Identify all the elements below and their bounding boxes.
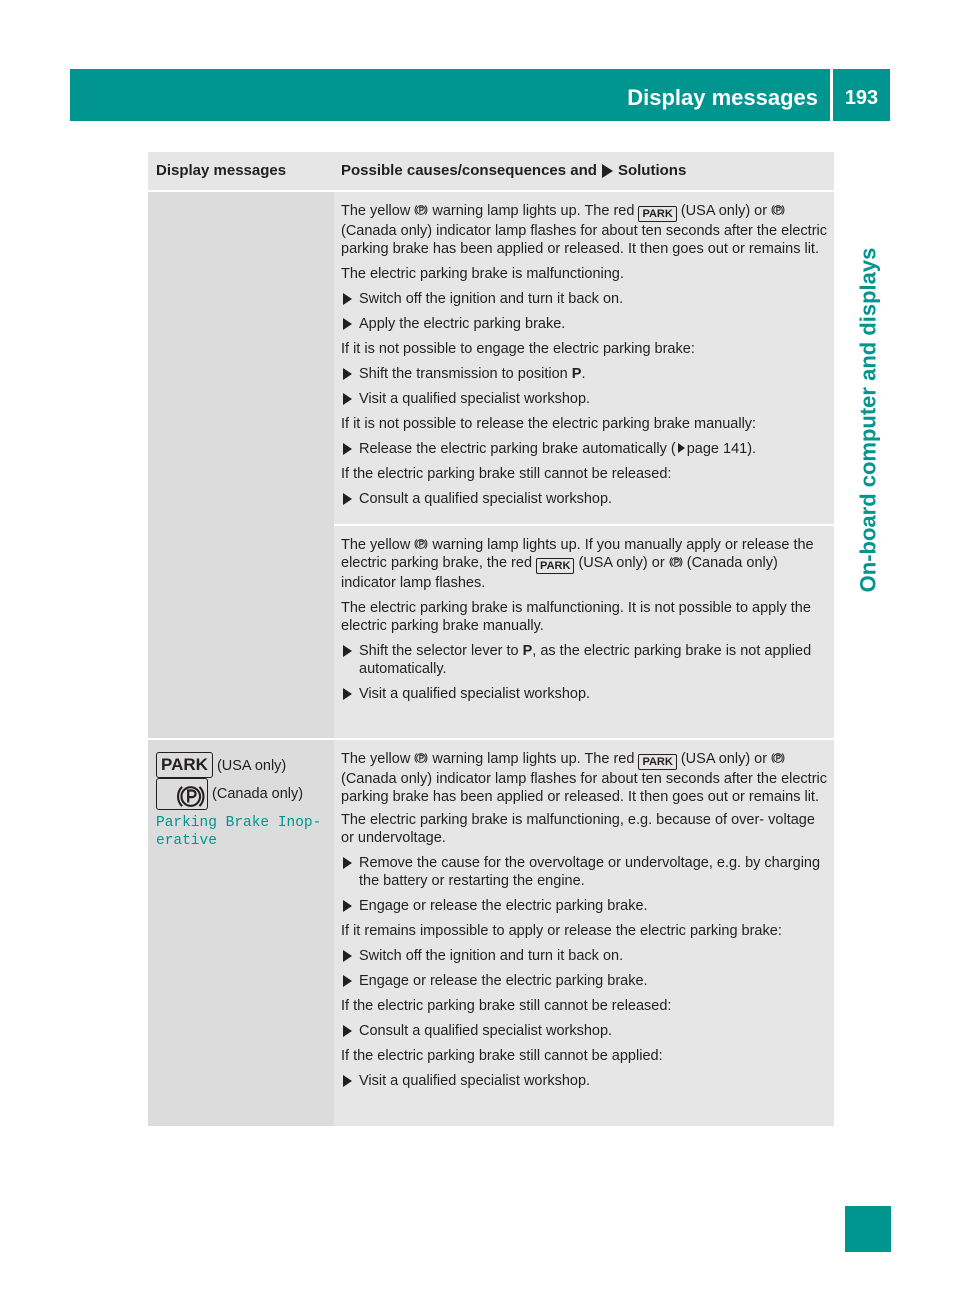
park-indicator-icon: PARK (638, 754, 676, 770)
solutions-cell (334, 192, 834, 738)
step-arrow-icon (343, 443, 352, 455)
paragraph: The yellow warning lamp lights up. The red PARK (USA only) or (Canada only) indicator lamp flashes for about ten seconds after the electric parking brake has been applied or released. It then goes out or remains lit. (341, 203, 828, 257)
solution-block (334, 192, 834, 524)
paragraph: If the electric parking brake still cannot be applied: (341, 1048, 663, 1064)
parking-brake-indicator-icon (771, 203, 785, 217)
display-message-text: Parking Brake Inop‐ erative (156, 815, 322, 849)
solution-block (334, 740, 834, 1126)
list-item: Remove the cause for the overvoltage or undervoltage, e.g. by charging the battery or restarting the engine. (341, 854, 828, 890)
list-item: Switch off the ignition and turn it back on. (341, 947, 828, 965)
list-item: Release the electric parking brake automatically ( page 141). (341, 440, 828, 458)
table-row (148, 192, 834, 738)
paragraph: If it is not possible to engage the electric parking brake: (341, 341, 695, 357)
list-item: Visit a qualified specialist workshop. (341, 685, 828, 703)
paragraph: If the electric parking brake still cannot be released: (341, 998, 672, 1014)
list-item: Engage or release the electric parking brake. (341, 897, 828, 915)
parking-brake-indicator-icon (156, 778, 208, 810)
step-arrow-icon (343, 645, 352, 657)
parking-brake-warning-icon (414, 203, 428, 217)
message-indicators (156, 752, 326, 810)
column-header-solutions (334, 152, 834, 190)
step-arrow-icon (602, 164, 613, 178)
list-item: Visit a qualified specialist workshop. (341, 390, 828, 408)
solutions-cell (334, 740, 834, 1126)
step-arrow-icon (343, 368, 352, 380)
side-section-label: On-board computer and displays (855, 247, 880, 593)
page-reference-link[interactable]: page 141). (686, 441, 757, 457)
parking-brake-warning-icon (414, 751, 428, 765)
park-indicator-icon: PARK (536, 558, 574, 574)
paragraph: The electric parking brake is malfunctioning, e.g. because of over- voltage or undervoltage. (341, 812, 815, 846)
page-number: 193 (844, 87, 879, 109)
list-item: Consult a qualified specialist workshop. (341, 1022, 828, 1040)
side-section-tab (845, 190, 891, 650)
step-arrow-icon (343, 1075, 352, 1087)
page-reference-icon (678, 443, 685, 453)
paragraph: If it is not possible to release the electric parking brake manually: (341, 416, 757, 432)
parking-brake-indicator-icon (771, 751, 785, 765)
list-item: Shift the transmission to position P. (341, 365, 828, 383)
paragraph: The electric parking brake is malfunctioning. It is not possible to apply the electric parking brake manually. (341, 600, 811, 634)
park-indicator-icon: PARK (156, 752, 213, 778)
solution-block (334, 524, 834, 738)
message-cell (148, 740, 334, 1126)
empty-message-cell (148, 192, 334, 738)
column-header-solutions-label: Solutions (617, 162, 687, 179)
paragraph: The yellow warning lamp lights up. If you manually apply or release the electric parking brake, the red PARK (USA only) or (Canada only) indicator lamp flashes. (341, 537, 814, 591)
list-item: Consult a qualified specialist workshop. (341, 490, 828, 508)
step-arrow-icon (343, 975, 352, 987)
step-arrow-icon (343, 493, 352, 505)
step-arrow-icon (343, 318, 352, 330)
canada-only-note: (Canada only) (212, 785, 304, 802)
paragraph: The electric parking brake is malfunctioning. (341, 266, 624, 282)
list-item: Apply the electric parking brake. (341, 315, 828, 333)
usa-only-note: (USA only) (216, 758, 287, 774)
paragraph: If it remains impossible to apply or release the electric parking brake: (341, 923, 782, 939)
list-item: Switch off the ignition and turn it back on. (341, 290, 828, 308)
table-row (148, 738, 834, 1126)
column-header-messages: Display messages (156, 162, 287, 179)
list-item: Engage or release the electric parking brake. (341, 972, 828, 990)
step-arrow-icon (343, 900, 352, 912)
step-arrow-icon (343, 688, 352, 700)
paragraph: The yellow warning lamp lights up. The red PARK (USA only) or (Canada only) indicator lamp flashes for about ten seconds after the electric parking brake has been applied or released. It then goes out or remains lit. (341, 751, 828, 805)
page-header-title: Display messages (627, 85, 818, 110)
display-messages-table (148, 152, 834, 1126)
paragraph: If the electric parking brake still cannot be released: (341, 466, 672, 482)
step-arrow-icon (343, 293, 352, 305)
step-arrow-icon (343, 950, 352, 962)
header-bar (70, 69, 890, 121)
list-item: Shift the selector lever to P, as the electric parking brake is not applied automatically. (341, 642, 828, 678)
table-header-row (148, 152, 834, 192)
column-header-causes-label: Possible causes/consequences and (341, 162, 597, 179)
park-indicator-icon: PARK (638, 206, 676, 222)
parking-brake-warning-icon (414, 537, 428, 551)
step-arrow-icon (343, 1025, 352, 1037)
side-thumb-block (845, 1206, 891, 1252)
list-item: Visit a qualified specialist workshop. (341, 1072, 828, 1090)
step-arrow-icon (343, 857, 352, 869)
step-arrow-icon (343, 393, 352, 405)
parking-brake-indicator-icon (669, 555, 683, 569)
